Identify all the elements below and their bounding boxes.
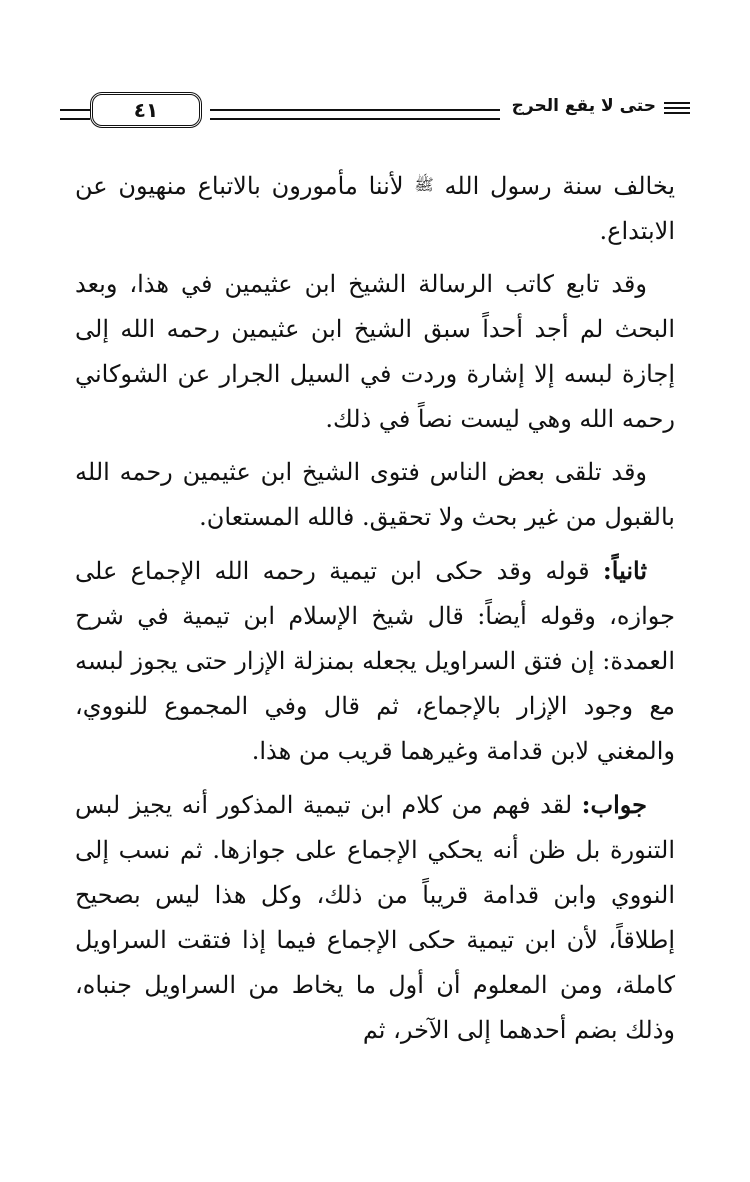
paragraph-4-text: قوله وقد حكى ابن تيمية رحمه الله الإجماع على جوازه، وقوله أيضاً: قال شيخ الإسلام ابن تيمية في شرح العمدة: إن فتق السراويل يجعله بمنزلة الإزار حتى يجوز لبسه مع وجود الإزار بالإجماع، ثم قال وفي المجموع للنووي، والمغني لابن قدامة وغيرهما قريب من هذا. [75, 557, 675, 765]
page-number: ٤١ [90, 92, 202, 128]
lead-term-secondly: ثانياً: [602, 556, 647, 585]
paragraph-4 [75, 548, 675, 774]
paragraph-5-text: لقد فهم من كلام ابن تيمية المذكور أنه يجيز لبس التنورة بل ظن أنه يحكي الإجماع على جوازها. ثم نسب إلى النووي وابن قدامة قريباً من ذلك، وكل هذا ليس بصحيح إطلاقاً، لأن ابن تيمية حكى الإجماع فيما إذا فتقت السراويل كاملة، ومن المعلوم أن أول ما يخاط من السراويل جنباه، وذلك بضم أحدهما إلى الآخر، ثم [75, 791, 675, 1044]
paragraph-3: وقد تلقى بعض الناس فتوى الشيخ ابن عثيمين رحمه الله بالقبول من غير بحث ولا تحقيق. فالله المستعان. [75, 458, 675, 531]
paragraph-1-end: لأننا مأمورون بالاتباع منهيون عن الابتداع. [75, 172, 675, 245]
paragraph-1-start: يخالف سنة رسول الله [444, 172, 676, 200]
running-header [60, 92, 690, 132]
paragraph-2: وقد تابع كاتب الرسالة الشيخ ابن عثيمين في هذا، وبعد البحث لم أجد أحداً سبق الشيخ ابن عثيمين رحمه الله إلى إجازة لبسه إلا إشارة وردت في السيل الجرار عن الشوكاني رحمه الله وهي ليست نصاً في ذلك. [75, 270, 675, 433]
running-title: حتى لا يقع الحرج [511, 96, 656, 116]
paragraph-1 [75, 162, 675, 254]
header-double-rule [210, 109, 500, 120]
header-ornament-lines [664, 102, 690, 116]
header-double-rule-left [60, 109, 90, 120]
salawat-glyph: ﷺ [414, 175, 434, 194]
lead-term-answer: جواب: [581, 790, 647, 819]
page-body [75, 162, 675, 1053]
paragraph-5 [75, 782, 675, 1053]
